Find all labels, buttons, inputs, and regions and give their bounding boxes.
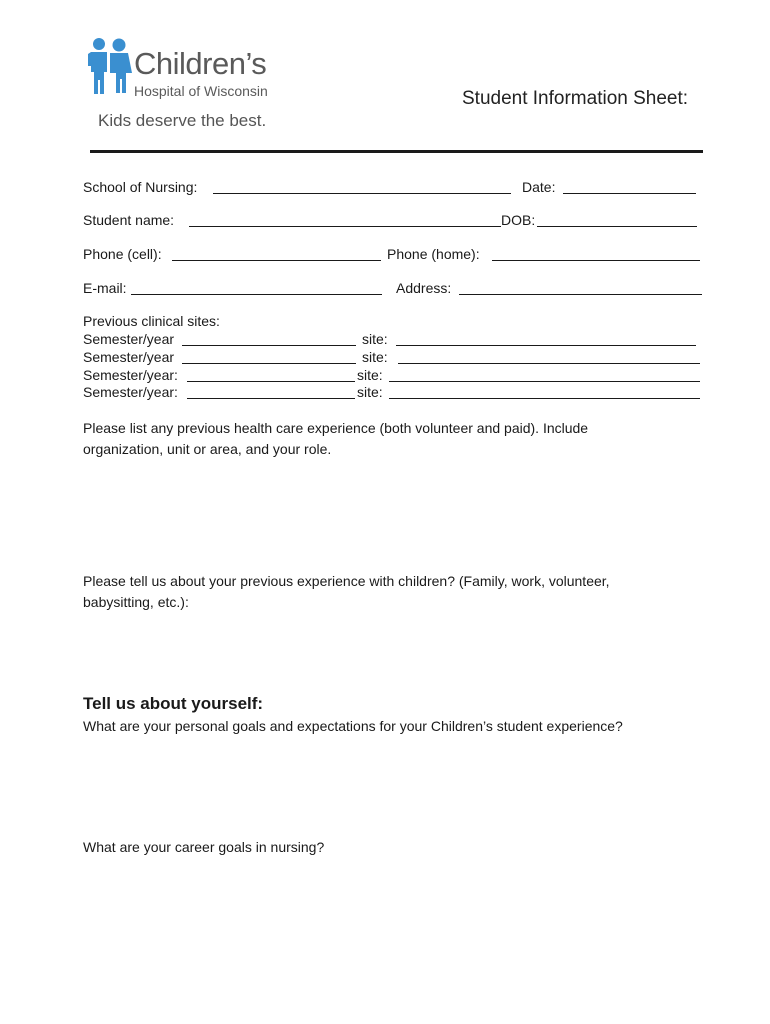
logo-name: Children’s [134,46,267,81]
semester-year-label: Semester/year: [83,367,178,383]
semester-year-field[interactable] [187,381,355,382]
school-of-nursing-field[interactable] [213,193,511,194]
site-label: site: [357,367,383,383]
site-label: site: [362,331,388,347]
semester-year-label: Semester/year [83,331,175,347]
children-figures-icon [88,36,136,100]
school-of-nursing-label: School of Nursing: [83,179,198,195]
address-label: Address: [396,280,452,296]
semester-year-field[interactable] [187,398,355,399]
date-label: Date: [522,179,556,195]
site-label: site: [362,349,388,365]
semester-year-field[interactable] [182,345,356,346]
logo-tagline: Kids deserve the best. [98,111,267,130]
career-goals-question: What are your career goals in nursing? [83,839,325,855]
email-label: E-mail: [83,280,127,296]
logo-subname: Hospital of Wisconsin [134,83,268,99]
date-field[interactable] [563,193,696,194]
tell-us-about-yourself-heading: Tell us about yourself: [83,694,264,713]
student-name-field[interactable] [189,226,501,227]
childrens-hospital-logo [88,36,288,136]
site-field[interactable] [389,398,700,399]
health-care-experience-question: Please list any previous health care experience (both volunteer and paid). Include organization, unit or area, and your role. [83,420,589,457]
site-field[interactable] [396,345,696,346]
dob-field[interactable] [537,226,697,227]
dob-label: DOB: [501,212,536,228]
page-title: Student Information Sheet: [462,88,689,109]
phone-home-label: Phone (home): [387,246,480,262]
header-divider [90,150,703,153]
clinical-sites-heading: Previous clinical sites: [83,313,220,329]
children-experience-question: Please tell us about your previous experience with children? (Family, work, volunteer, babysitting, etc.): [83,573,610,610]
phone-cell-label: Phone (cell): [83,246,162,262]
address-field[interactable] [459,294,702,295]
student-name-label: Student name: [83,212,175,228]
phone-cell-field[interactable] [172,260,381,261]
semester-year-label: Semester/year [83,349,175,365]
site-field[interactable] [398,363,700,364]
phone-home-field[interactable] [492,260,700,261]
site-label: site: [357,384,383,400]
semester-year-field[interactable] [182,363,356,364]
email-field[interactable] [131,294,382,295]
site-field[interactable] [389,381,700,382]
personal-goals-question: What are your personal goals and expectations for your Children’s student experience? [83,718,623,734]
semester-year-label: Semester/year: [83,384,178,400]
